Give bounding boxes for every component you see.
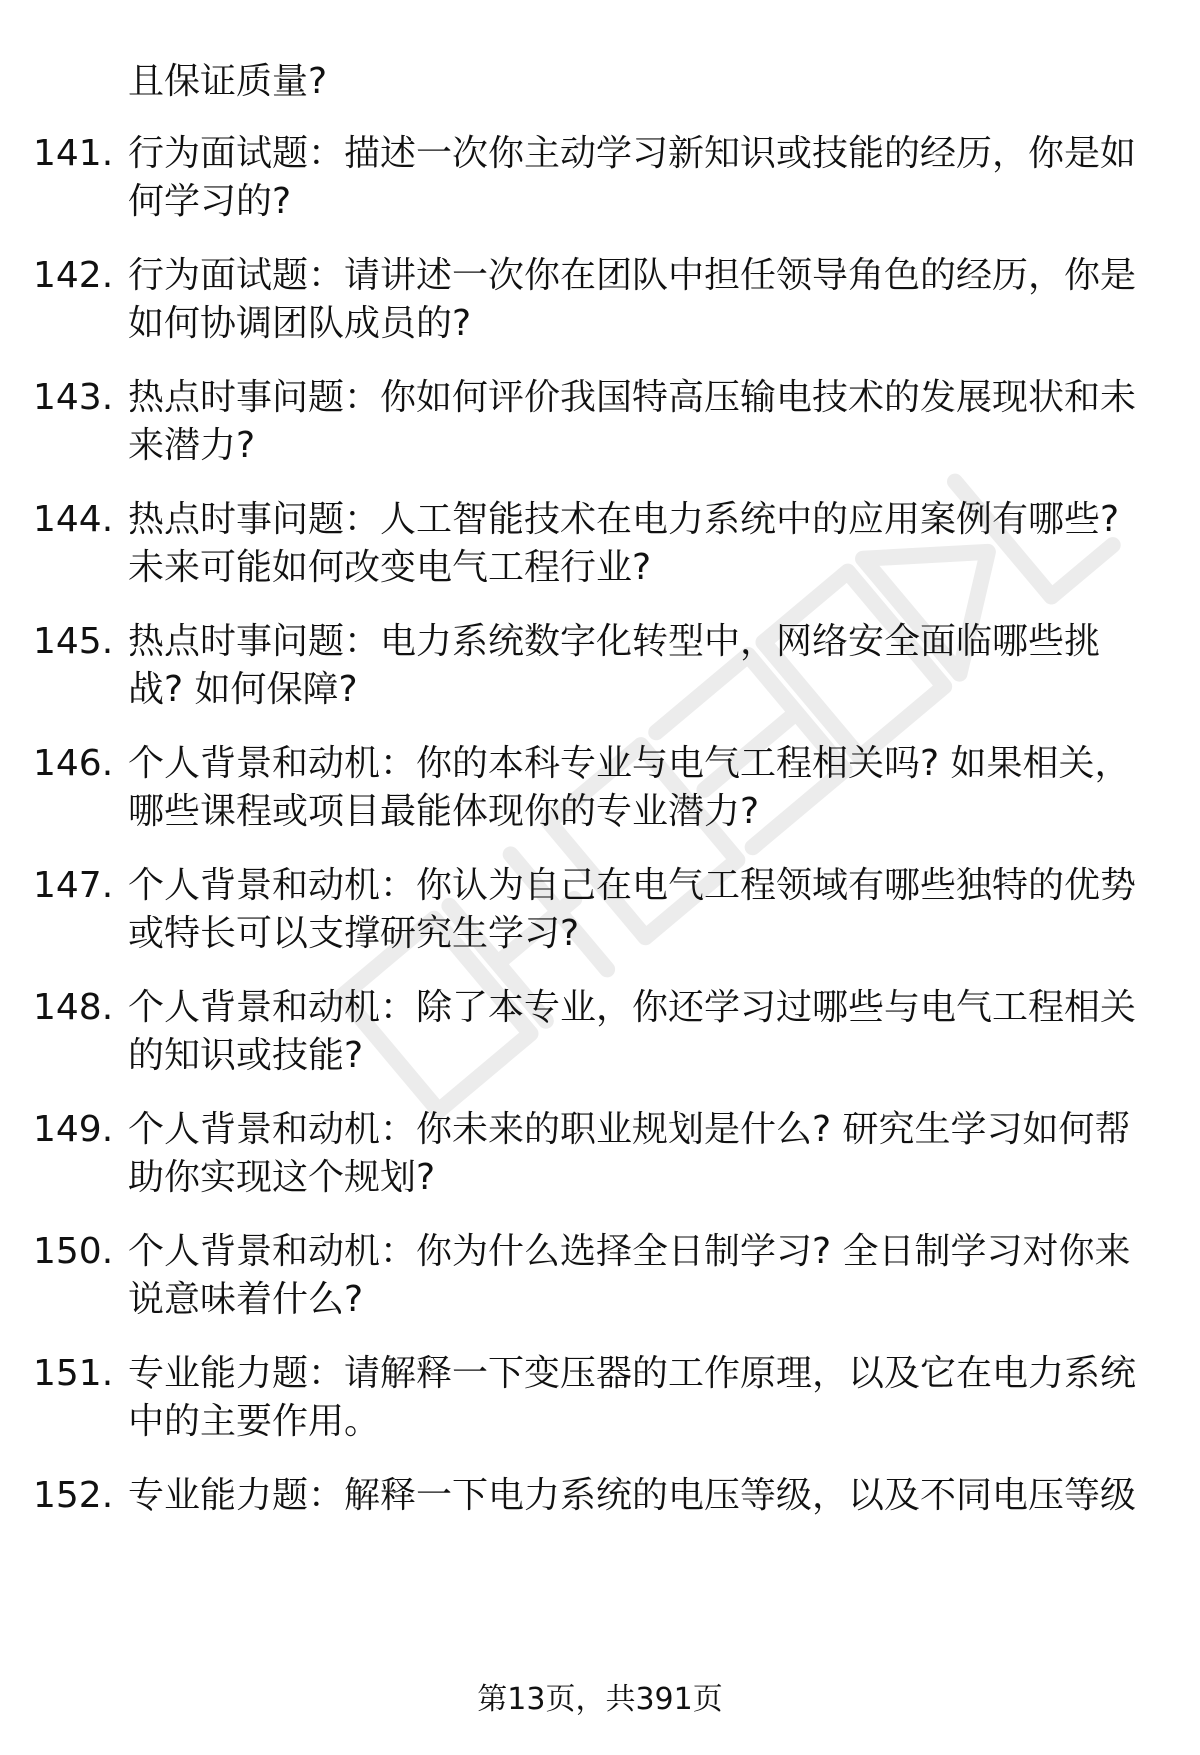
item-text: 专业能力题：解释一下电力系统的电压等级，以及不同电压等级	[128, 1475, 1137, 1516]
item-number: 143.	[33, 377, 114, 418]
item-text: 专业能力题：请解释一下变压器的工作原理，以及它在电力系统中的主要作用。	[128, 1353, 1137, 1442]
item-number: 148.	[33, 987, 114, 1028]
page-footer: 第13页，共391页	[477, 1682, 723, 1717]
item-number: 142.	[33, 255, 114, 296]
item-number: 146.	[33, 743, 114, 784]
item-text: 行为面试题：请讲述一次你在团队中担任领导角色的经历，你是如何协调团队成员的?	[128, 255, 1137, 344]
item-text: 个人背景和动机：你的本科专业与电气工程相关吗? 如果相关，哪些课程或项目最能体现你的专业潜力?	[128, 743, 1131, 832]
item-text: 热点时事问题：人工智能技术在电力系统中的应用案例有哪些? 未来可能如何改变电气工程行业?	[128, 499, 1120, 588]
item-number: 144.	[33, 499, 114, 540]
item-text: 热点时事问题：电力系统数字化转型中，网络安全面临哪些挑战? 如何保障?	[128, 621, 1101, 710]
item-text: 个人背景和动机：你认为自己在电气工程领域有哪些独特的优势或特长可以支撑研究生学习?	[128, 865, 1137, 954]
item-text: 个人背景和动机：除了本专业，你还学习过哪些与电气工程相关的知识或技能?	[128, 987, 1137, 1076]
item-number: 149.	[33, 1109, 114, 1150]
item-text: 热点时事问题：你如何评价我国特高压输电技术的发展现状和未来潜力?	[128, 377, 1137, 466]
continued-question-text: 且保证质量?	[128, 61, 328, 102]
item-number: 141.	[33, 133, 114, 174]
item-text: 个人背景和动机：你为什么选择全日制学习? 全日制学习对你来说意味着什么?	[128, 1231, 1131, 1320]
item-number: 150.	[33, 1231, 114, 1272]
item-number: 145.	[33, 621, 114, 662]
item-number: 151.	[33, 1353, 114, 1394]
item-number: 152.	[33, 1475, 114, 1516]
item-text: 行为面试题：描述一次你主动学习新知识或技能的经历，你是如何学习的?	[128, 133, 1137, 222]
item-number: 147.	[33, 865, 114, 906]
item-text: 个人背景和动机：你未来的职业规划是什么? 研究生学习如何帮助你实现这个规划?	[128, 1109, 1131, 1198]
